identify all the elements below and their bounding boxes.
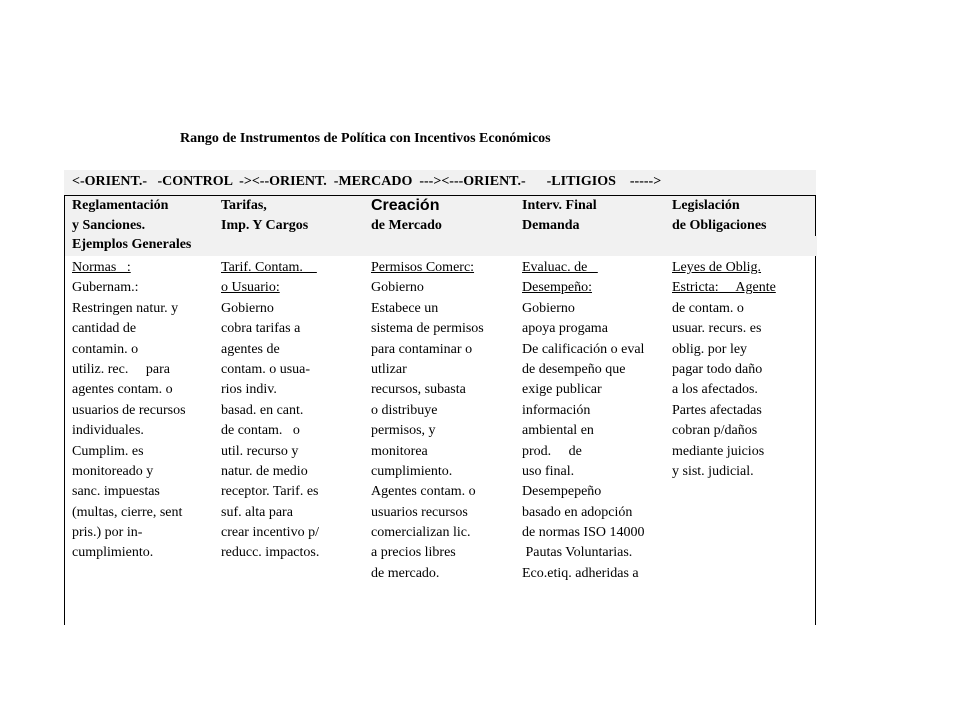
column-line: Gobierno: [221, 300, 274, 316]
column-line: de normas ISO 14000: [522, 525, 645, 541]
column-line: usuar. recurs. es: [672, 321, 762, 337]
column-line: ambiental en: [522, 423, 594, 439]
column-line: agentes contam. o: [72, 382, 173, 398]
column-line: agentes de: [221, 341, 280, 357]
column-line: o distribuye: [371, 402, 438, 418]
slide-title: Rango de Instrumentos de Política con Incentivos Económicos: [180, 131, 551, 146]
column-line: receptor. Tarif. es: [221, 484, 319, 500]
column-line: reducc. impactos.: [221, 545, 320, 561]
column-line: pagar todo daño: [672, 361, 763, 377]
column-line: contamin. o: [72, 341, 139, 357]
column-header-line2: y Sanciones.: [72, 218, 146, 233]
column-line: utlizar: [371, 361, 407, 377]
column-line: Evaluac. de: [522, 260, 598, 275]
column-header-line2: Demanda: [522, 218, 580, 233]
column-line: de contam. o: [672, 300, 744, 316]
column-line: Permisos Comerc:: [371, 260, 475, 275]
column-demanda: [522, 196, 662, 584]
column-line: o Usuario:: [221, 280, 280, 296]
column-line: contam. o usua-: [221, 361, 311, 377]
column-line: utiliz. rec. para: [72, 361, 170, 377]
column-line: rios indiv.: [221, 382, 277, 398]
column-line: (multas, cierre, sent: [72, 504, 183, 520]
column-tarifas: [221, 196, 345, 564]
examples-label: Ejemplos Generales: [72, 237, 192, 252]
column-line: basad. en cant.: [221, 402, 304, 418]
column-line: Desempepeño: [522, 484, 602, 500]
column-line: individuales.: [72, 423, 144, 439]
column-line: Cumplim. es: [72, 443, 144, 459]
column-header-line1: Legislación: [672, 198, 740, 213]
column-header-line2: de Mercado: [371, 218, 442, 233]
column-line: de contam. o: [221, 423, 300, 439]
column-body: [371, 258, 511, 584]
column-line: información: [522, 402, 591, 418]
column-line: usuarios de recursos: [72, 402, 186, 418]
column-line: cumplimiento.: [371, 463, 453, 479]
column-header-line1: Tarifas,: [221, 198, 267, 213]
column-header-line1: Reglamentación: [72, 198, 169, 213]
column-reglamentacion: [72, 196, 208, 564]
column-line: Pautas Voluntarias.: [522, 545, 633, 561]
column-line: monitoreado y: [72, 463, 154, 479]
column-line: de mercado.: [371, 565, 440, 581]
column-body: [221, 258, 345, 564]
column-line: Estabece un: [371, 300, 439, 316]
column-line: cobra tarifas a: [221, 321, 301, 337]
column-line: permisos, y: [371, 423, 436, 439]
column-line: Gobierno: [371, 280, 424, 296]
column-legislacion: [672, 196, 812, 482]
column-line: usuarios recursos: [371, 504, 468, 520]
column-line: Gubernam.:: [72, 280, 139, 296]
column-line: De calificación o eval: [522, 341, 645, 357]
column-line: uso final.: [522, 463, 575, 479]
column-line: Leyes de Oblig.: [672, 260, 762, 275]
column-line: cantidad de: [72, 321, 137, 337]
column-line: a precios libres: [371, 545, 456, 561]
column-line: comercializan lic.: [371, 525, 471, 541]
column-line: y sist. judicial.: [672, 463, 754, 479]
column-body: [522, 258, 662, 584]
column-line: sistema de permisos: [371, 321, 484, 337]
column-line: util. recurso y: [221, 443, 299, 459]
column-line: Restringen natur. y: [72, 300, 179, 316]
column-header-line1: Creación: [371, 197, 440, 214]
column-line: Desempeño:: [522, 280, 592, 296]
orientation-banner: [64, 170, 816, 196]
column-line: exige publicar: [522, 382, 602, 398]
column-line: cobran p/daños: [672, 423, 758, 439]
column-header-line1: Interv. Final: [522, 198, 597, 213]
column-header-line2: Imp. Y Cargos: [221, 218, 309, 233]
column-line: Gobierno: [522, 300, 575, 316]
column-line: Eco.etiq. adheridas a: [522, 565, 639, 581]
column-line: monitorea: [371, 443, 428, 459]
column-line: basado en adopción: [522, 504, 633, 520]
column-line: mediante juicios: [672, 443, 765, 459]
column-line: pris.) por in-: [72, 525, 143, 541]
column-line: Normas :: [72, 260, 131, 275]
column-line: Partes afectadas: [672, 402, 762, 418]
column-line: oblig. por ley: [672, 341, 748, 357]
column-line: para contaminar o: [371, 341, 473, 357]
column-line: de desempeño que: [522, 361, 626, 377]
column-line: Agentes contam. o: [371, 484, 476, 500]
orientation-banner-text: <-ORIENT.- -CONTROL -><--ORIENT. -MERCADO ---><---ORIENT.- -LITIGIOS ----->: [72, 174, 662, 189]
column-line: sanc. impuestas: [72, 484, 160, 500]
column-line: Estricta: Agente: [672, 280, 776, 296]
column-line: suf. alta para: [221, 504, 293, 520]
column-line: Tarif. Contam.: [221, 260, 317, 275]
column-header-line2: de Obligaciones: [672, 218, 767, 233]
column-line: crear incentivo p/: [221, 525, 319, 541]
column-body: [72, 258, 208, 564]
column-line: cumplimiento.: [72, 545, 154, 561]
column-body: [672, 258, 812, 482]
column-mercado: [371, 196, 511, 584]
column-line: prod. de: [522, 443, 582, 459]
column-line: natur. de medio: [221, 463, 308, 479]
column-line: recursos, subasta: [371, 382, 466, 398]
column-line: a los afectados.: [672, 382, 758, 398]
column-line: apoya progama: [522, 321, 608, 337]
